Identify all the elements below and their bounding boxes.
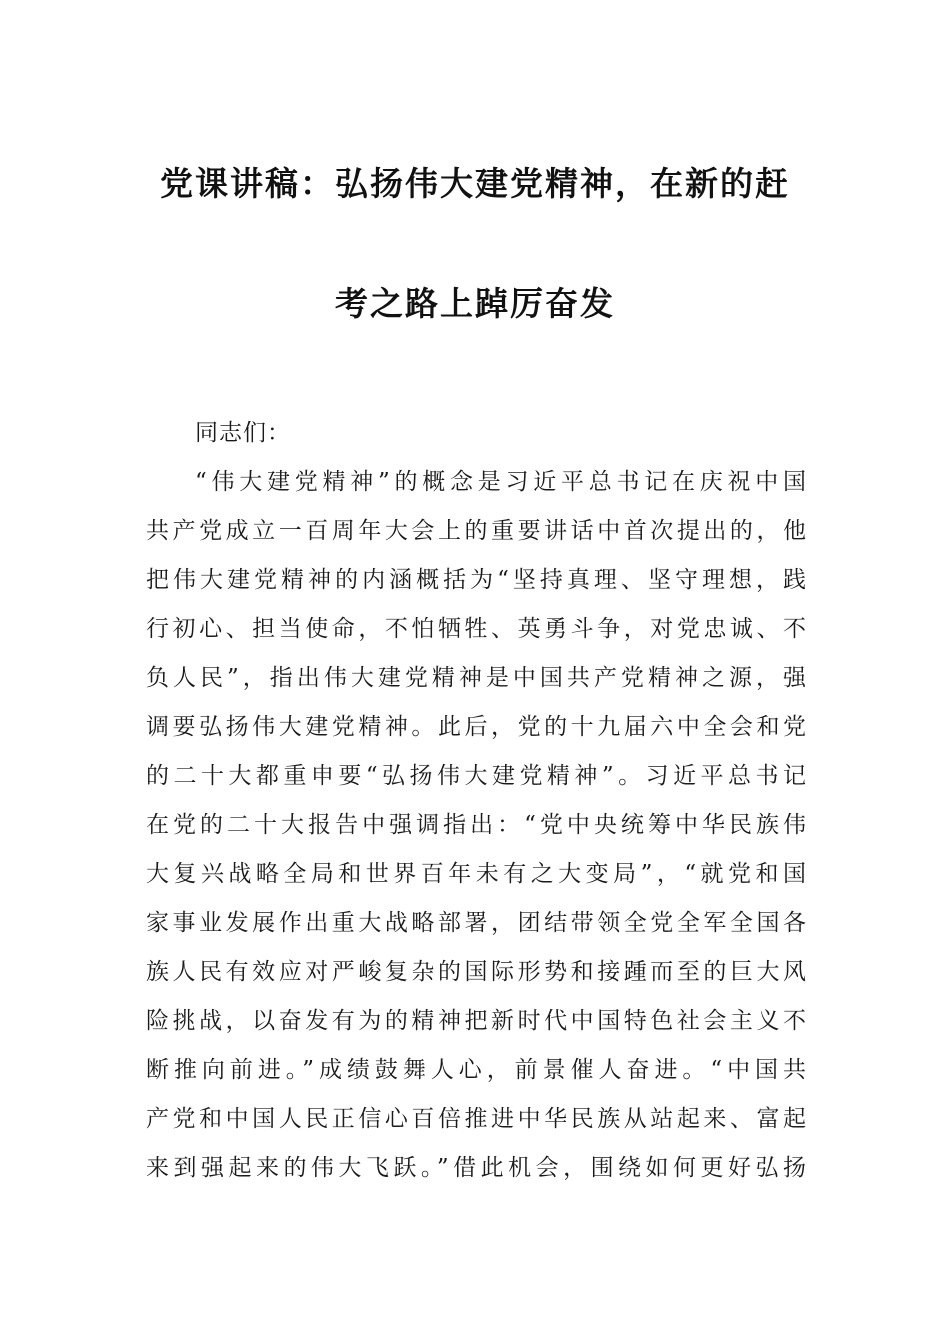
- greeting: 同志们：: [195, 420, 291, 446]
- body-line: 行初心、担当使命，不怕牺牲、英勇斗争，对党忠诚、不: [146, 616, 806, 642]
- document-title-line-2: 考之路上踔厉奋发: [335, 284, 615, 323]
- body-line: 把伟大建党精神的内涵概括为“坚持真理、坚守理想，践: [146, 567, 806, 593]
- body-line: 家事业发展作出重大战略部署，团结带领全党全军全国各: [146, 910, 806, 936]
- body-line: “伟大建党精神”的概念是习近平总书记在庆祝中国: [195, 469, 806, 495]
- body-line: 族人民有效应对严峻复杂的国际形势和接踵而至的巨大风: [146, 959, 806, 985]
- body-line: 的二十大都重申要“弘扬伟大建党精神”。习近平总书记: [146, 763, 806, 789]
- body-line: 来到强起来的伟大飞跃。”借此机会，围绕如何更好弘扬: [146, 1155, 806, 1181]
- document-title-line-1: 党课讲稿：弘扬伟大建党精神，在新的赶: [160, 164, 790, 203]
- body-line: 断推向前进。”成绩鼓舞人心，前景催人奋进。“中国共: [146, 1057, 806, 1083]
- body-line: 共产党成立一百周年大会上的重要讲话中首次提出的，他: [146, 518, 806, 544]
- body-line: 调要弘扬伟大建党精神。此后，党的十九届六中全会和党: [146, 714, 806, 740]
- body-line: 大复兴战略全局和世界百年未有之大变局”，“就党和国: [146, 861, 806, 887]
- body-line: 产党和中国人民正信心百倍推进中华民族从站起来、富起: [146, 1106, 806, 1132]
- body-line: 在党的二十大报告中强调指出：“党中央统筹中华民族伟: [146, 812, 806, 838]
- body-line: 险挑战，以奋发有为的精神把新时代中国特色社会主义不: [146, 1008, 806, 1034]
- body-line: 负人民”，指出伟大建党精神是中国共产党精神之源，强: [146, 665, 806, 691]
